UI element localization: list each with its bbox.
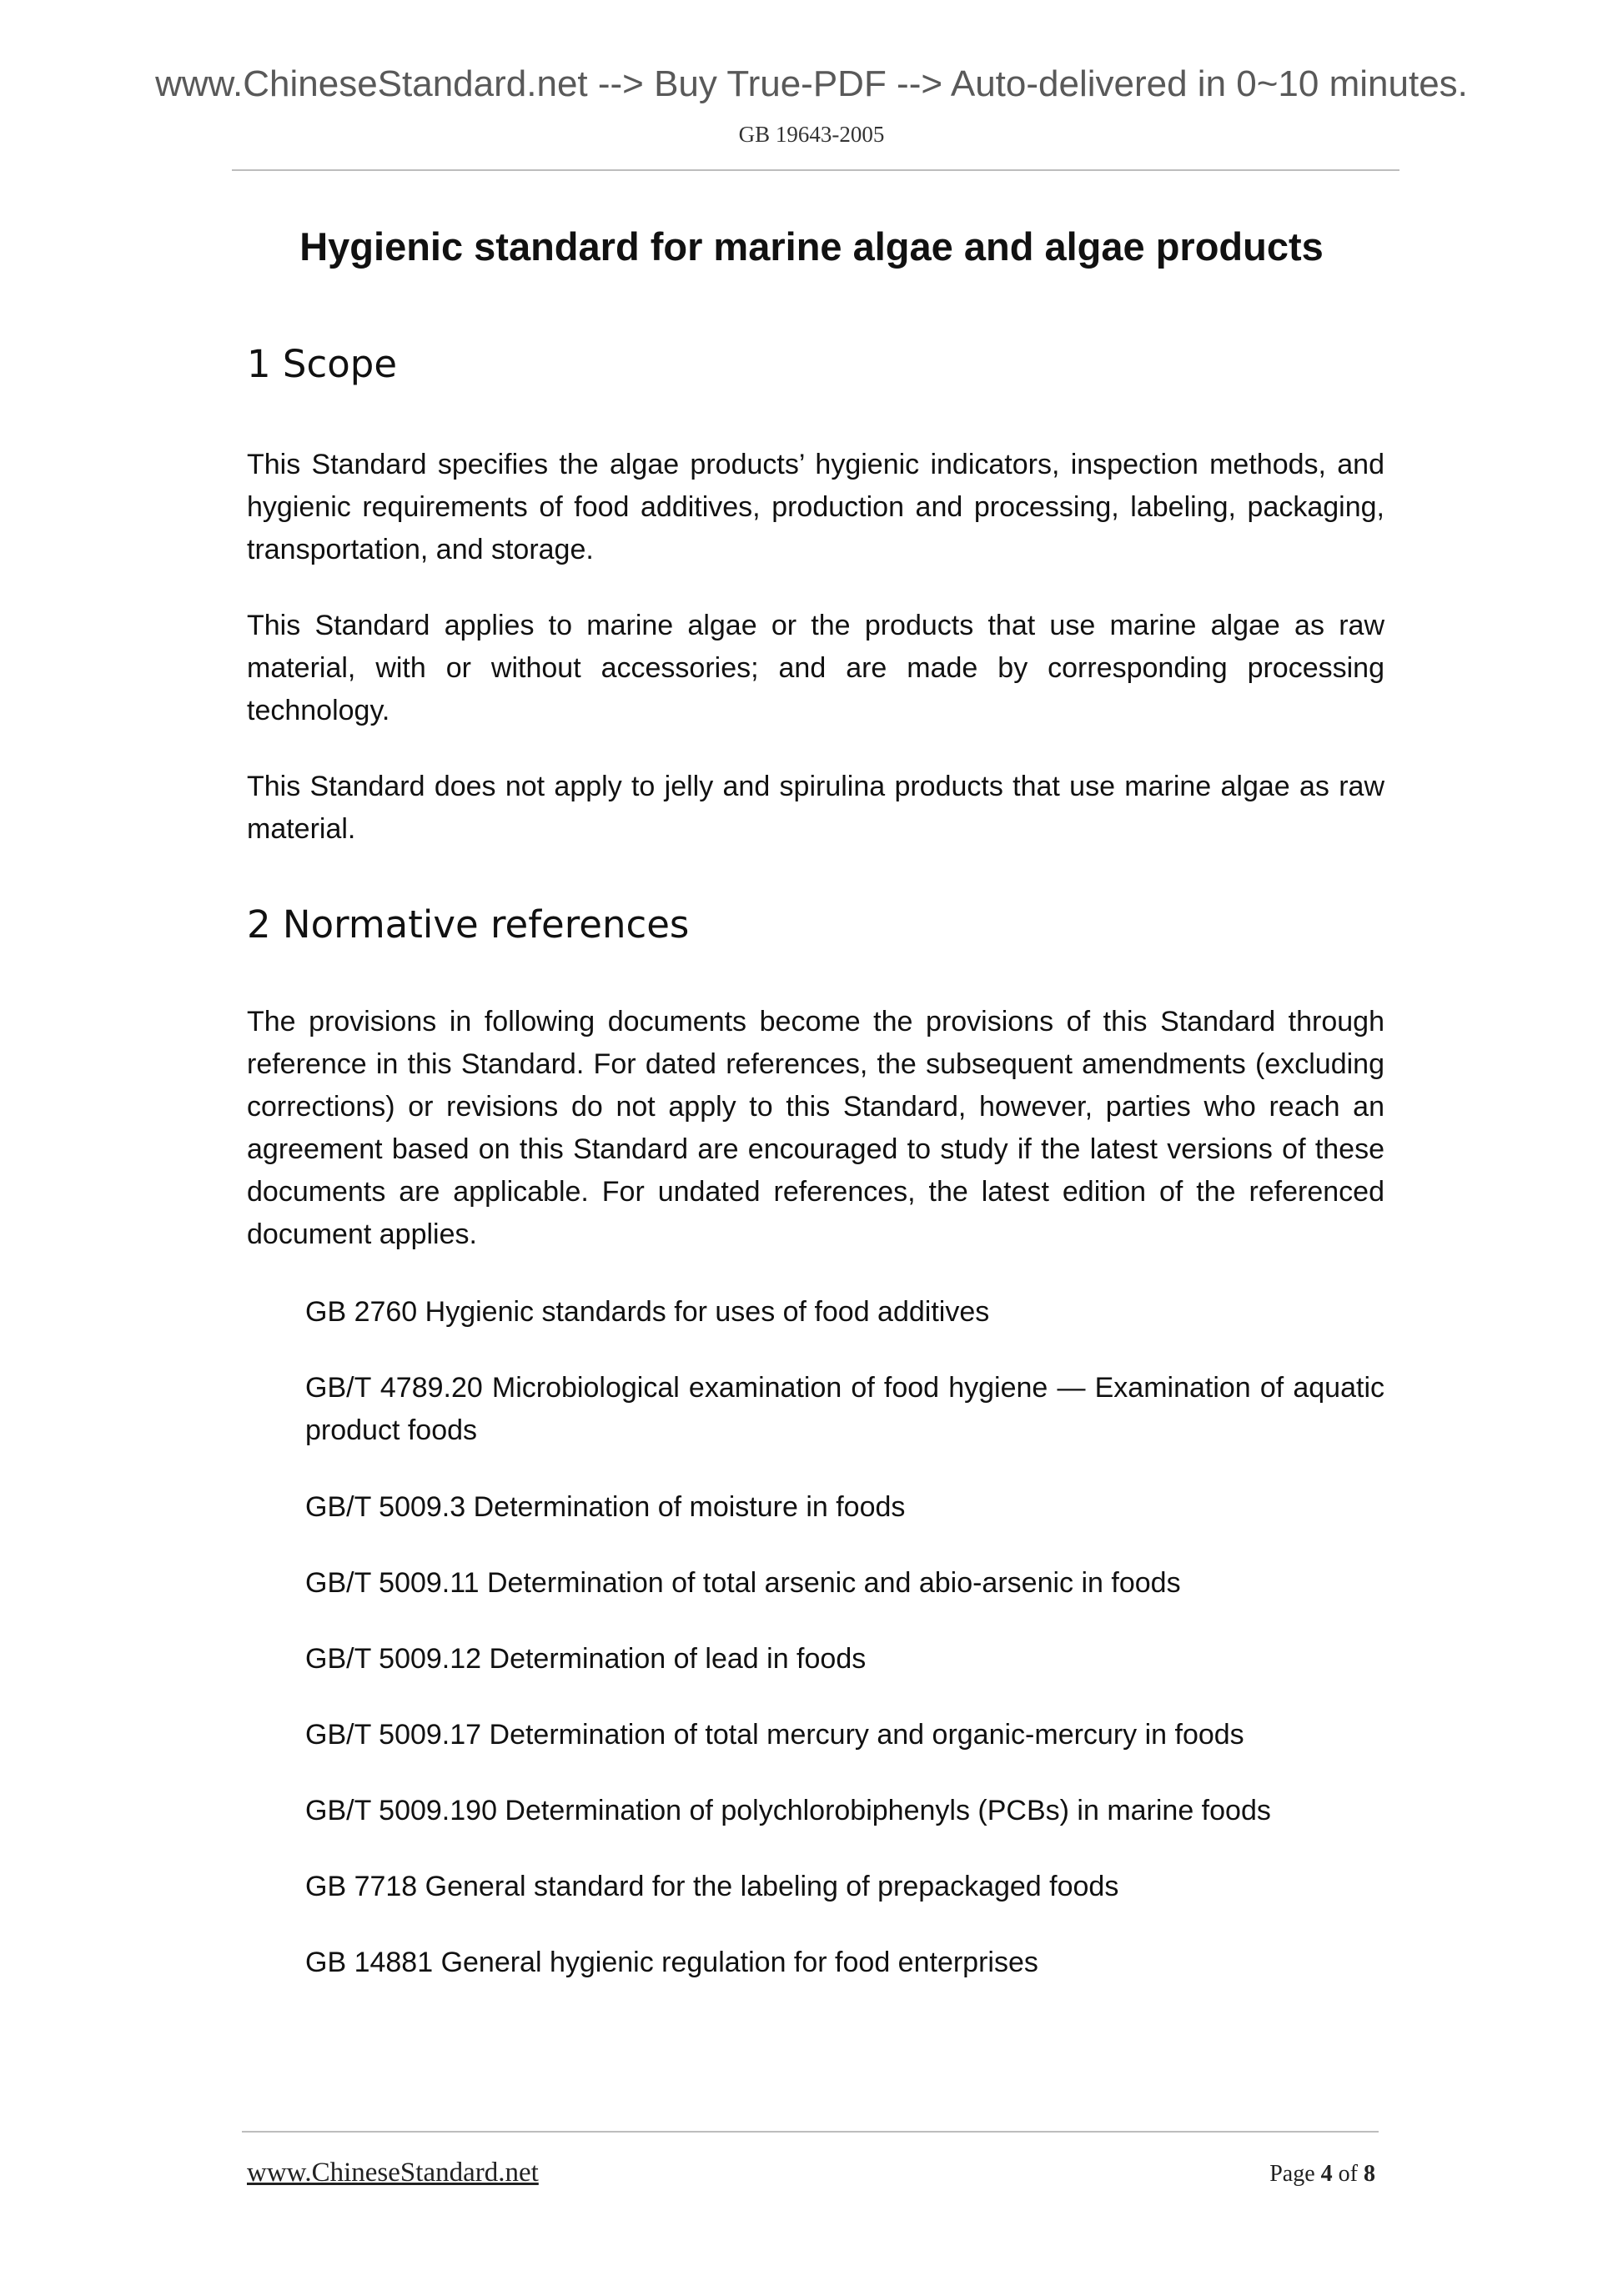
reference-item: GB 14881 General hygienic regulation for food enterprises <box>305 1947 1038 1978</box>
footer-divider <box>242 2131 1379 2133</box>
page-number <box>1269 2161 1375 2188</box>
page-current: 4 <box>1320 2161 1333 2187</box>
footer-website-link[interactable]: www.ChineseStandard.net <box>247 2158 539 2188</box>
document-title: Hygienic standard for marine algae and algae products <box>299 224 1324 269</box>
standard-code: GB 19643-2005 <box>738 122 885 147</box>
page-total: 8 <box>1364 2161 1375 2187</box>
scope-paragraph-3: This Standard does not apply to jelly and spirulina products that use marine algae as raw material. <box>247 771 1384 845</box>
reference-item: GB/T 5009.17 Determination of total mercury and organic-mercury in foods <box>305 1719 1244 1751</box>
reference-item: GB 2760 Hygienic standards for uses of food additives <box>305 1296 990 1328</box>
purchase-banner[interactable]: www.ChineseStandard.net --> Buy True-PDF --> Auto-delivered in 0~10 minutes. <box>155 63 1468 104</box>
section-heading-normative-references: 2 Normative references <box>247 902 690 947</box>
scope-paragraph-1: This Standard specifies the algae products’ hygienic indicators, inspection methods, and hygienic requirements of food additives, production and processing, labeling, packaging, transportation, and storage. <box>247 449 1384 565</box>
reference-item: GB/T 5009.3 Determination of moisture in foods <box>305 1491 906 1523</box>
reference-item: GB/T 5009.190 Determination of polychlorobiphenyls (PCBs) in marine foods <box>305 1795 1271 1826</box>
reference-item: GB/T 4789.20 Microbiological examination of food hygiene — Examination of aquatic product foods <box>305 1372 1384 1446</box>
reference-item: GB/T 5009.12 Determination of lead in foods <box>305 1643 867 1675</box>
section-heading-scope: 1 Scope <box>247 342 398 386</box>
page-of: of <box>1338 2161 1358 2187</box>
reference-item: GB/T 5009.11 Determination of total arsenic and abio-arsenic in foods <box>305 1567 1181 1599</box>
reference-item: GB 7718 General standard for the labeling of prepackaged foods <box>305 1871 1119 1902</box>
header-divider <box>232 169 1399 171</box>
normative-intro-paragraph: The provisions in following documents become the provisions of this Standard through reference in this Standard. For dated references, the subsequent amendments (excluding corrections) or revisions do not apply to this Standard, however, parties who reach an agreement based on this Standard are encouraged to study if the latest versions of these documents are applicable. For undated references, the latest edition of the referenced document applies. <box>247 1006 1384 1250</box>
page-label: Page <box>1269 2161 1315 2187</box>
scope-paragraph-2: This Standard applies to marine algae or the products that use marine algae as raw material, with or without accessories; and are made by corresponding processing technology. <box>247 610 1384 726</box>
